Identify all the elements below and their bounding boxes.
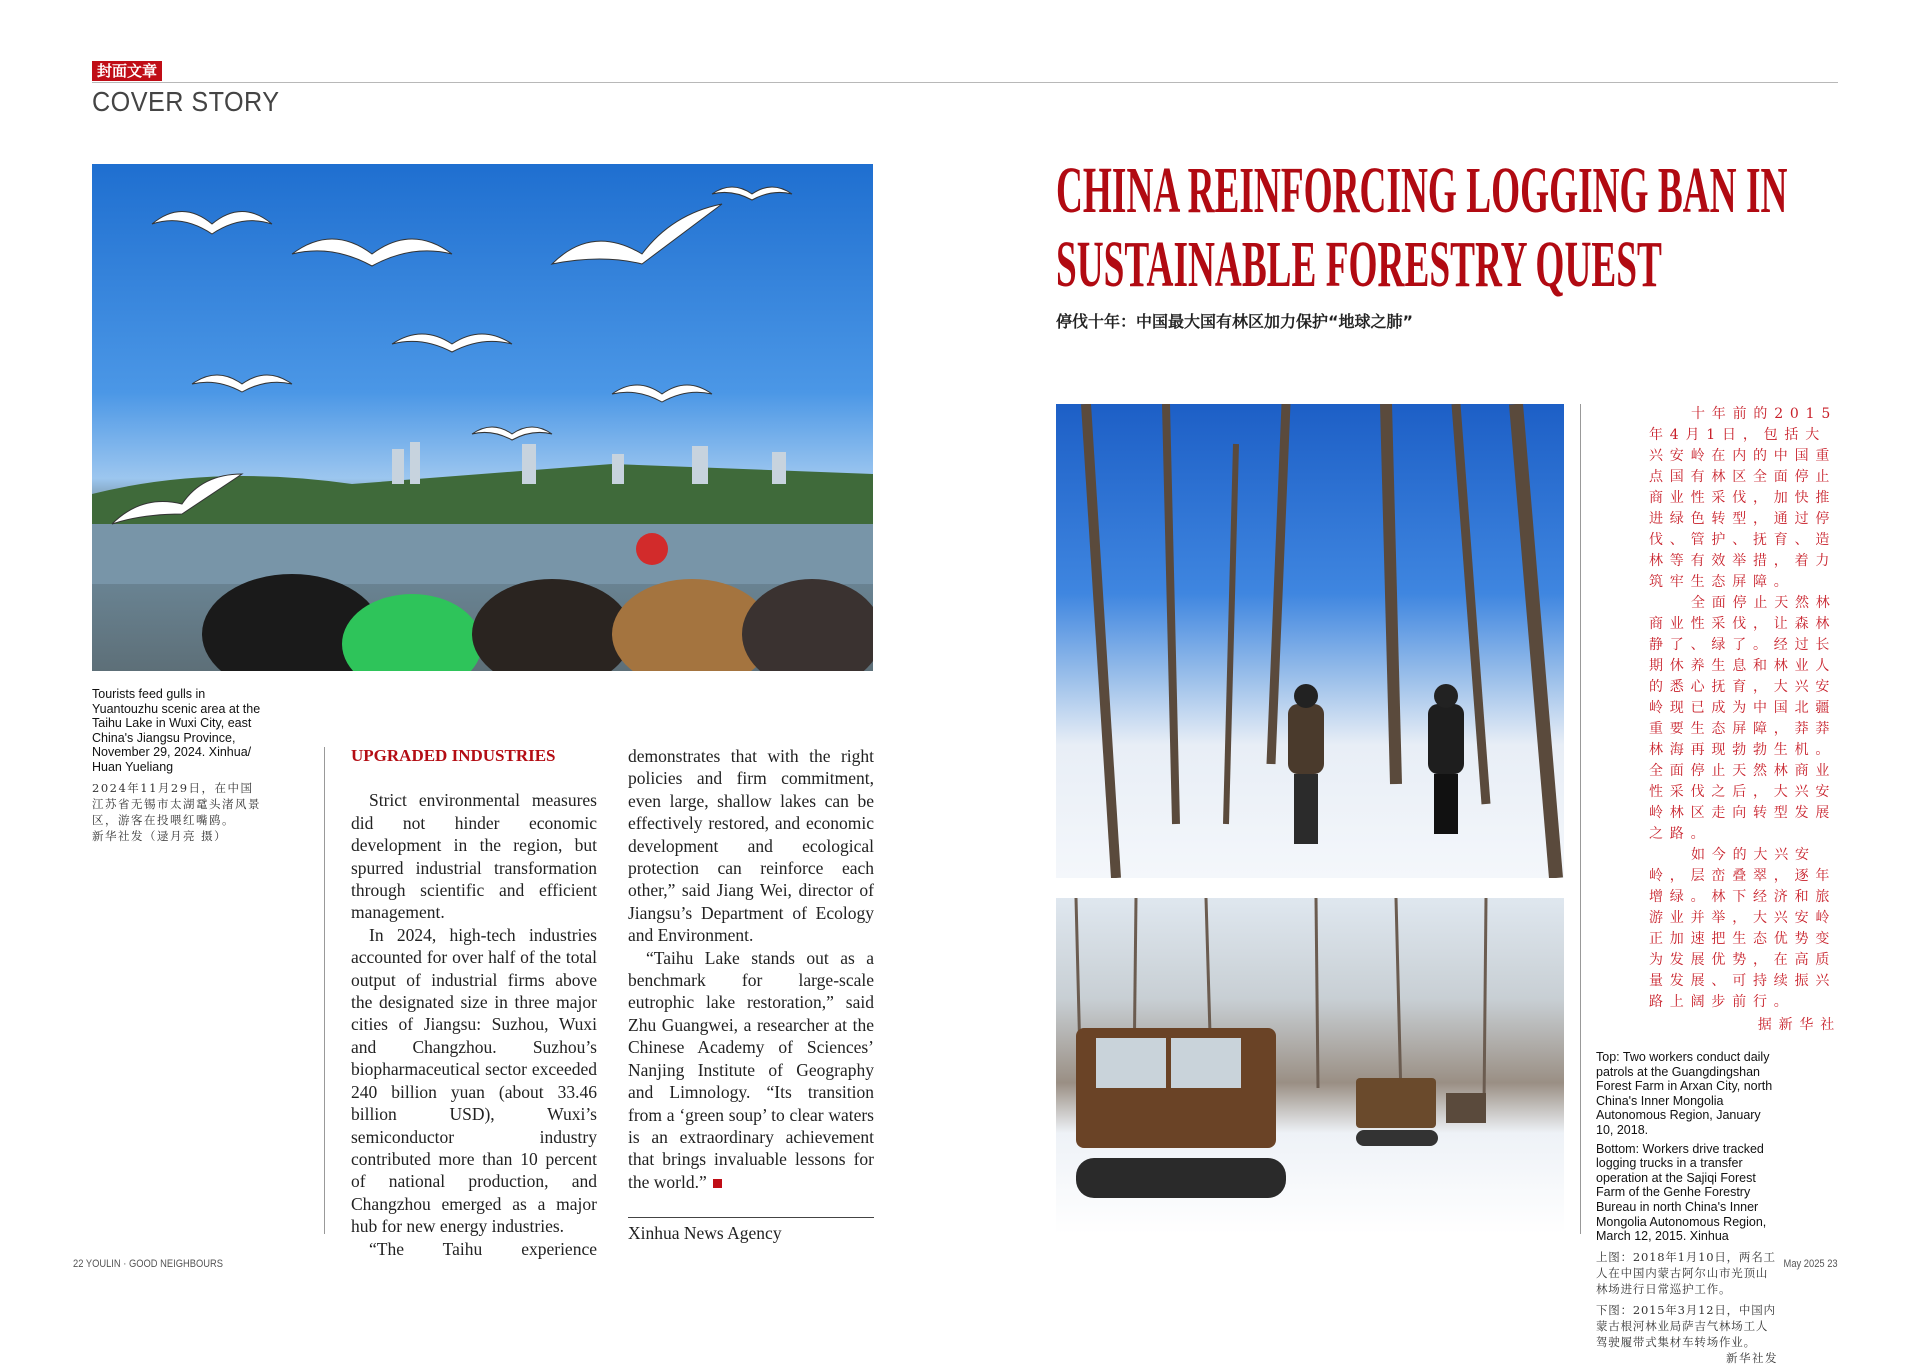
caption-top-cn: 上图：2018年1月10日，两名工人在中国内蒙古阿尔山市光顶山林场进行日常巡护工作。 xyxy=(1596,1249,1776,1296)
caption-bottom-en: Bottom: Workers drive tracked logging trucks in a transfer operation at the Sajiqi Forest Farm of the Genhe Forestry Bureau in north China's Inner Mongolia Autonomous Region, March 12, 2015. Xinhua xyxy=(1596,1141,1767,1244)
gulls-photo xyxy=(92,164,873,671)
article-column-1 xyxy=(351,745,597,1260)
paragraph: demonstrates that with the right policies and firm commitment, even large, shallow lakes can be effectively restored, and economic development and ecological protection can reinforce each other,” said Jiang Wei, director of Jiangsu’s Department of Ecology and Environment. xyxy=(628,746,874,946)
forest-illustration xyxy=(1056,404,1564,878)
left-photo-caption xyxy=(92,687,262,844)
gulls-illustration xyxy=(92,164,873,671)
article-source: Xinhua News Agency xyxy=(628,1223,782,1244)
chinese-summary xyxy=(1649,404,1841,1036)
section-title: COVER STORY xyxy=(92,86,280,117)
footer-left: 22 YOULIN · GOOD NEIGHBOURS xyxy=(73,1258,223,1270)
paragraph: Strict environmental measures did not hinder economic development in the region, but spurred industrial transformation through scientific and efficient management. xyxy=(351,790,597,923)
logging-truck-far xyxy=(1356,1078,1486,1146)
article-column-2 xyxy=(628,745,874,1245)
caption-en: Tourists feed gulls in Yuantouzhu scenic area at the Taihu Lake in Wuxi City, east China's Jiangsu Province, November 29, 2024. Xinhua/ Huan Yueliang xyxy=(92,687,261,774)
caption-bottom-cn: 下图：2015年3月12日，中国内蒙古根河林业局萨吉气林场工人驾驶履带式集材车转场作业。 xyxy=(1596,1302,1776,1349)
paragraph-text: “Taihu Lake stands out as a benchmark for large-scale eutrophic lake restoration,” said Zhu Guangwei, a researcher at the Chinese Academy of Sciences’ Nanjing Institute of Geography and Limnology. “Its transition from a ‘green soup’ to clear waters is an extraordinary achievement that brings invaluable lessons for the world.” xyxy=(628,947,874,1192)
trucks-illustration xyxy=(1056,898,1564,1234)
column-rule xyxy=(1580,404,1581,1234)
right-side-column xyxy=(1596,404,1841,1366)
caption-credit: 新华社发 xyxy=(1726,1350,1778,1365)
paragraph xyxy=(628,947,874,1193)
feature-title xyxy=(1056,154,1920,302)
tree-trunks xyxy=(1086,404,1556,878)
header-rule xyxy=(92,82,1838,83)
title-line: SUSTAINABLE FORESTRY QUEST xyxy=(1056,228,1662,301)
right-photo-captions xyxy=(1596,1050,1778,1366)
summary-paragraph: 全面停止天然林商业性采伐，让森林静了、绿了。经过长期休养生息和林业人的悉心抚育，大兴安岭现已成为中国北疆重要生态屏障，莽莽林海再现勃勃生机。全面停止天然林商业性采伐之后，大兴安岭林区走向转型发展之路。 xyxy=(1649,595,1837,842)
footer-right: May 2025 23 xyxy=(1783,1258,1838,1270)
paragraph: “The Taihu experience xyxy=(369,1238,597,1259)
end-mark-icon xyxy=(713,1179,722,1188)
summary-source: 据新华社 xyxy=(1757,1017,1841,1033)
source-rule xyxy=(628,1217,874,1218)
feature-subtitle-cn: 停伐十年：中国最大国有林区加力保护“地球之肺” xyxy=(1056,312,1414,331)
summary-paragraph: 十年前的2015年4月1日，包括大兴安岭在内的中国重点国有林区全面停止商业性采伐，加快推进绿色转型，通过停伐、管护、抚育、造林等有效举措，着力筑牢生态屏障。 xyxy=(1649,406,1838,590)
title-line: CHINA REINFORCING LOGGING BAN IN xyxy=(1056,154,1788,227)
caption-cn: 2024年11月29日，在中国江苏省无锡市太湖鼋头渚风景区，游客在投喂红嘴鸥。 xyxy=(92,780,261,827)
logging-trucks-photo xyxy=(1056,898,1564,1234)
paragraph: In 2024, high-tech industries accounted for over half of the total output of industrial firms above the designated size in three major cities of Jiangsu: Suzhou, Wuxi and Changzhou. Suzhou’s biopharmaceutical sector exceeded 240 billion yuan (about 33.46 billion USD), Wuxi’s semiconductor industry contributed more than 10 percent of national production, and Changzhou emerged as a major hub for new energy industries. xyxy=(351,924,597,1237)
forest-patrol-photo xyxy=(1056,404,1564,878)
lake xyxy=(92,524,873,584)
workers xyxy=(1288,684,1464,844)
section-tag-cn: 封面文章 xyxy=(92,61,162,81)
caption-top-en: Top: Two workers conduct daily patrols at the Guangdingshan Forest Farm in Arxan City, north China's Inner Mongolia Autonomous Region, January 10, 2018. xyxy=(1596,1050,1773,1137)
section-heading: UPGRADED INDUSTRIES xyxy=(351,746,556,765)
column-rule xyxy=(324,747,325,1234)
logging-truck xyxy=(1076,1028,1286,1198)
caption-credit: 新华社发（逯月亮 摄） xyxy=(92,828,228,843)
summary-paragraph: 如今的大兴安岭，层峦叠翠，逐年增绿。林下经济和旅游业并举，大兴安岭正加速把生态优势变为发展优势，在高质量发展、可持续振兴路上阔步前行。 xyxy=(1649,847,1837,1010)
